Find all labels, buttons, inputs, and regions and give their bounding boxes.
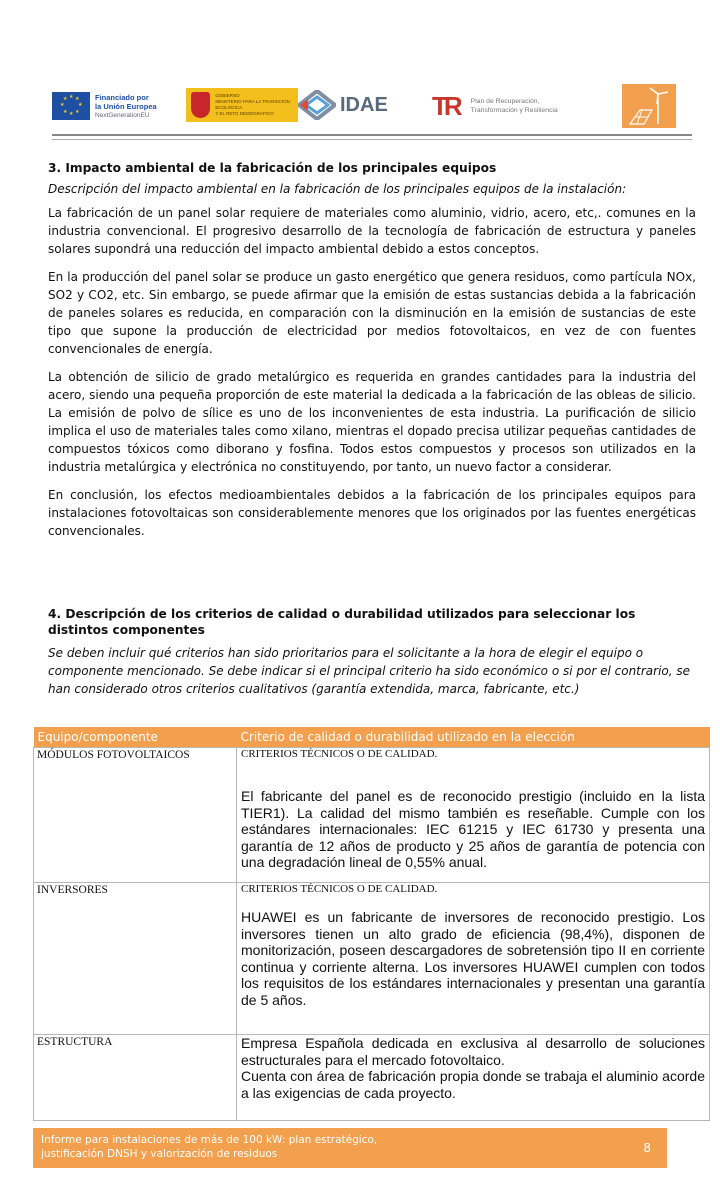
criteria-text: Empresa Española dedicada en exclusiva al desarrollo de soluciones estructurales para el mercado fotovoltaico. [241,1035,705,1068]
section-4-lead: Se deben incluir qué criterios han sido prioritarios para el solicitante a la hora de elegir el equipo o componente mencionado. Se debe indicar si el principal criterio ha sido económico o si por el contrario, se han considerado otros criterios cualitativos (garantía extendida, marca, fabricante, etc.) [48,646,691,696]
criteria-tag: CRITERIOS TÉCNICOS O DE CALIDAD. [241,883,438,895]
criteria-tag: CRITERIOS TÉCNICOS O DE CALIDAD. [241,748,438,760]
prtr-logo-line1: Plan de Recuperación, [470,98,540,105]
section-3-paragraph-1: La fabricación de un panel solar requiere de materiales como aluminio, vidrio, acero, etc,. comunes en la industria convencional. El progresivo desarrollo de la tecnología de fabricación de estructura y paneles solares supondrá una reducción del impacto ambiental debido a estos conceptos. [48,206,696,256]
section-3-paragraph-2: En la producción del panel solar se produce un gasto energético que genera residuos, como partícula NOx, SO2 y CO2, etc. Sin embargo, se puede afirmar que la emisión de estas sustancias debida a la fabricación de paneles solares es reducida, en comparación con la disminución en la emisión de sustancias de este tipo que supone la producción de electricidad por medios fotovoltaicos, en vez de con fuentes convencionales de energía. [48,270,696,356]
idae-logo [298,86,408,124]
section-3-paragraph-4: En conclusión, los efectos medioambientales debidos a la fabricación de los principales equipos para instalaciones fotovoltaicas son considerablemente menores que los originados por las fuentes energéticas convencionales. [48,488,696,538]
spain-shield-icon [191,92,210,118]
section-3 [48,160,696,540]
criteria-cell [237,1035,710,1121]
spain-government-logo [186,88,298,122]
component-cell: ESTRUCTURA [34,1035,237,1121]
header-component: Equipo/componente [34,727,237,748]
eu-logo-line3: NextGenerationEU [95,111,150,119]
eu-logo-line2: la Unión Europea [95,101,157,111]
footer-text-line1: Informe para instalaciones de más de 100 kW: plan estratégico, [41,1134,378,1146]
criteria-text-2: Cuenta con área de fabricación propia donde se trabaja el aluminio acorde a las exigencias de cada proyecto. [241,1068,705,1101]
idae-logo-text: IDAE [340,93,388,116]
eu-logo-line1: Financiado por [95,92,149,102]
page-number: 8 [643,1141,651,1155]
criteria-text: El fabricante del panel es de reconocido prestigio (incluido en la lista TIER1). La calidad del mismo también es reseñable. Cumple con los estándares internacionales: IEC 61215 y IEC 61730 y presenta una garantía de 12 años de producto y 25 años de garantía de potencia con una degradación lineal de 0,55% anual. [241,788,705,870]
table-row [34,748,710,883]
criteria-cell [237,883,710,1035]
page-footer [33,1128,667,1168]
eu-flag-icon: ★ ★ ★ ★ ★ ★ ★ ★ [52,92,90,120]
criteria-cell [237,748,710,883]
table-row [34,1035,710,1121]
section-4 [48,606,696,698]
component-cell: INVERSORES [34,883,237,1035]
section-3-title: 3. Impacto ambiental de la fabricación de los principales equipos [48,161,497,175]
spain-logo-line1: GOBIERNO [215,93,240,98]
component-cell: MÓDULOS FOTOVOLTAICOS [34,748,237,883]
solar-panel-wind-turbine-icon [622,84,676,128]
header-criteria: Criterio de calidad o durabilidad utilizado en la elección [237,727,710,748]
prtr-logo [432,90,592,122]
idae-mark-icon [298,90,336,120]
eu-logo [52,88,174,124]
header-divider-thin [52,139,692,140]
spain-logo-line2: MINISTERIO PARA LA TRANSICIÓN ECOLÓGICA [215,99,290,110]
criteria-text: HUAWEI es un fabricante de inversores de reconocido prestigio. Los inversores tienen un alto grado de eficiencia (98,4%), disponen de monitorización, poseen descargadores de sobretensión tipo II en corriente continua y corriente alterna. Los inversores HUAWEI cumplen con todos los requisitos de los estándares internacionales y presentan una garantía de 5 años. [241,909,705,1008]
section-3-paragraph-3: La obtención de silicio de grado metalúrgico es requerida en grandes cantidades para la industria del acero, siendo una pequeña proporción de este material la dedicada a la fabricación de las obleas de silicio. La emisión de polvo de sílice es uno de los inconvenientes de esta industria. La purificación de silicio implica el uso de materiales tales como xilano, mientras el dopado precisa utilizar pequeñas cantidades de compuestos tóxicos como diborano y fosfina. Todos estos compuestos y procesos son utilizados en la industria metalúrgica y electrónica no constituyendo, por tanto, un nuevo factor a considerar. [48,370,696,474]
criteria-table [33,727,710,1121]
prtr-logo-line2: Transformación y Resiliencia [470,107,558,114]
page-header [52,84,680,124]
table-header-row [34,727,710,748]
header-divider [52,134,692,136]
spain-logo-line3: Y EL RETO DEMOGRÁFICO [215,111,274,116]
table-row [34,883,710,1035]
section-3-lead: Descripción del impacto ambiental en la fabricación de los principales equipos de la instalación: [48,182,627,196]
section-4-title: 4. Descripción de los criterios de calidad o durabilidad utilizados para seleccionar los distintos componentes [48,607,636,637]
prtr-mark: TR [432,90,459,121]
footer-text-line2: justificación DNSH y valorización de residuos [41,1148,278,1160]
